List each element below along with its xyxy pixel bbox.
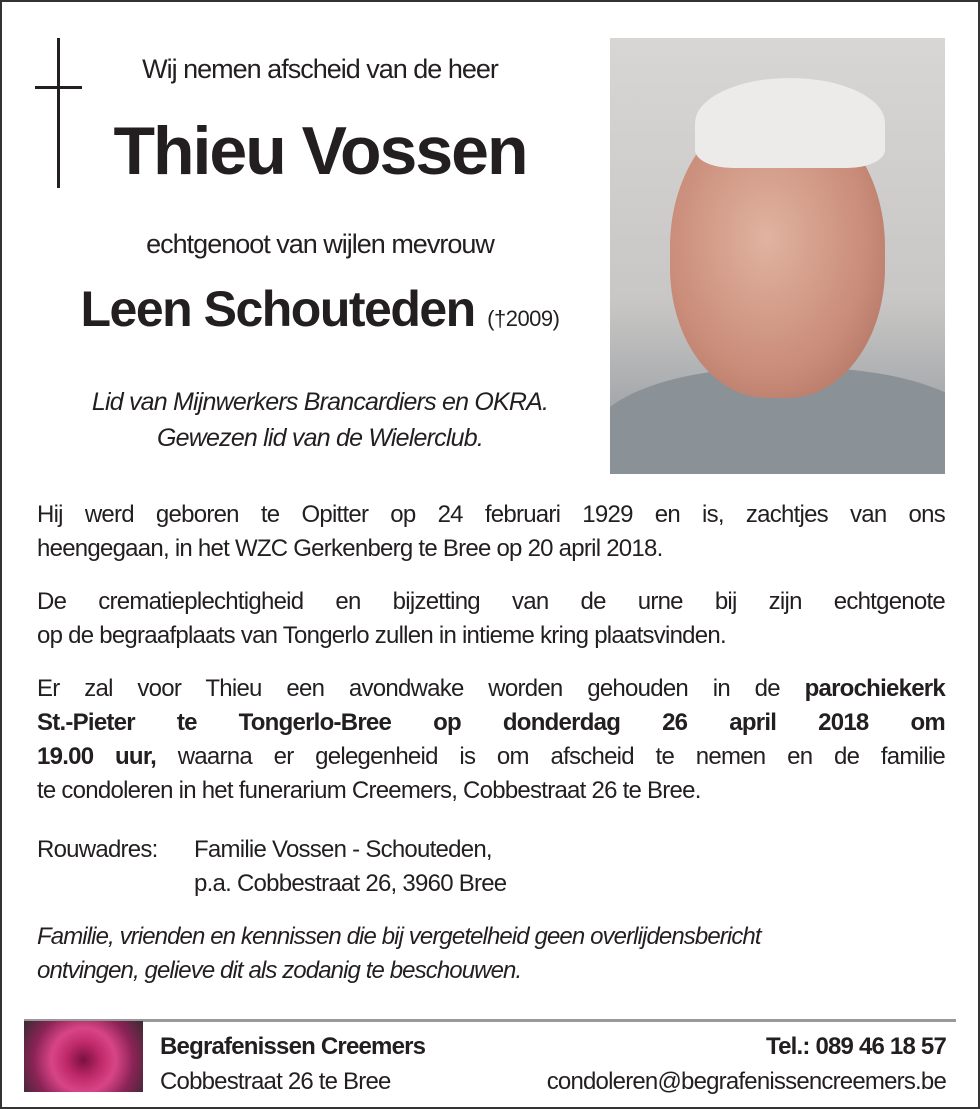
- intro-text: Wij nemen afscheid van de heer: [142, 54, 498, 84]
- address-label: Rouwadres:: [37, 836, 158, 863]
- spouse-name: Leen Schouteden: [80, 281, 475, 337]
- address-line: Familie Vossen - Schouteden,: [194, 836, 492, 863]
- bold-text: 19.00 uur,: [37, 743, 157, 770]
- paragraph-line: [37, 672, 945, 706]
- membership-line: Gewezen lid van de Wielerclub.: [157, 424, 483, 452]
- text: Er zal voor Thieu een avondwake worden gehouden in de: [37, 675, 805, 702]
- address-line: p.a. Cobbestraat 26, 3960 Bree: [194, 870, 507, 897]
- cremation-paragraph: [37, 585, 945, 653]
- paragraph-line: op de begraafplaats van Tongerlo zullen in intieme kring plaatsvinden.: [37, 622, 726, 649]
- membership-line: Lid van Mijnwerkers Brancardiers en OKRA.: [91, 388, 549, 416]
- closing-line: ontvingen, gelieve dit als zodanig te beschouwen.: [37, 957, 522, 984]
- paragraph-line: De crematieplechtigheid en bijzetting van de urne bij zijn echtgenote: [37, 588, 945, 615]
- paragraph-line: [37, 706, 945, 740]
- spouse-name-block: [30, 280, 610, 338]
- paragraph-line: [37, 740, 945, 774]
- spouse-death-year: (†2009): [487, 306, 560, 331]
- funeral-home-name: Begrafenissen Creemers: [160, 1033, 426, 1060]
- portrait-photo: [610, 38, 945, 474]
- footer-divider: [24, 1019, 956, 1022]
- paragraph-line: te condoleren in het funerarium Creemers, Cobbestraat 26 te Bree.: [37, 777, 701, 804]
- paragraph-line: heengegaan, in het WZC Gerkenberg te Bree op 20 april 2018.: [37, 535, 663, 562]
- funeral-home-email[interactable]: condoleren@begrafenissencreemers.be: [546, 1068, 946, 1095]
- cross-horizontal: [35, 86, 82, 89]
- deceased-name: Thieu Vossen: [113, 113, 527, 189]
- funeral-home-phone: Tel.: 089 46 18 57: [766, 1033, 946, 1060]
- funeral-home-address: Cobbestraat 26 te Bree: [160, 1068, 391, 1095]
- wake-paragraph: [37, 672, 945, 808]
- spouse-intro: echtgenoot van wijlen mevrouw: [146, 229, 494, 259]
- closing-note: [37, 920, 945, 988]
- photo-hair: [695, 78, 885, 168]
- mourning-address: [37, 833, 506, 901]
- paragraph-line: Hij werd geboren te Opitter op 24 februari 1929 en is, zachtjes van ons: [37, 501, 945, 528]
- closing-line: Familie, vrienden en kennissen die bij vergetelheid geen overlijdensbericht: [37, 923, 761, 950]
- bold-text: parochiekerk: [804, 675, 945, 702]
- birth-death-paragraph: [37, 498, 945, 566]
- rose-image: [24, 1021, 143, 1092]
- bold-text: St.-Pieter te Tongerlo-Bree op donderdag 26 april 2018 om: [37, 709, 945, 736]
- text: waarna er gelegenheid is om afscheid te nemen en de familie: [156, 743, 945, 770]
